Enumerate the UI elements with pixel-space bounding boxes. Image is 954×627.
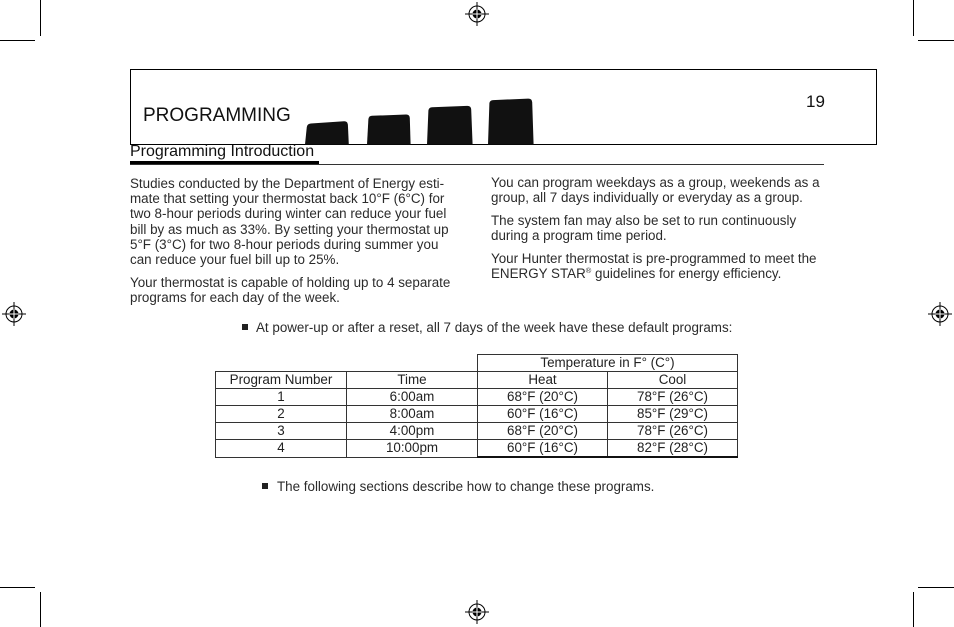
crop-mark-top-right-horizontal <box>918 40 954 41</box>
cell-cool: 82°F (28°C) <box>608 440 738 458</box>
cell-heat: 68°F (20°C) <box>478 423 608 440</box>
text-line: can reduce your fuel bill up to 25%. <box>130 252 340 268</box>
cell-program-number: 2 <box>216 406 347 423</box>
text-line: You can program weekdays as a group, weekends as a <box>491 175 820 190</box>
square-bullet-icon <box>242 324 248 330</box>
cell-program-number: 3 <box>216 423 347 440</box>
cell-cool: 78°F (26°C) <box>608 423 738 440</box>
crop-mark-top-left-vertical <box>40 0 41 36</box>
bullet-text: The following sections describe how to change these programs. <box>277 479 655 494</box>
energy-star-line <box>491 266 820 281</box>
text-line: Your thermostat is capable of holding up to 4 separate <box>130 274 451 290</box>
crop-mark-bottom-left-horizontal <box>0 587 35 588</box>
cell-time: 10:00pm <box>347 440 478 458</box>
paragraph <box>130 176 450 267</box>
default-programs-table <box>215 354 738 458</box>
square-bullet-icon <box>262 483 268 489</box>
paragraph <box>491 175 820 205</box>
section-tab-2 <box>367 114 411 144</box>
cell-heat: 60°F (16°C) <box>478 406 608 423</box>
section-tab-1 <box>305 121 349 144</box>
cell-time: 6:00am <box>347 389 478 406</box>
text-line: two 8-hour periods during winter can reduce your fuel <box>130 206 447 222</box>
cell-heat: 60°F (16°C) <box>478 440 608 458</box>
paragraph <box>491 213 820 243</box>
text-line: during a program time period. <box>491 228 667 244</box>
cell-program-number: 1 <box>216 389 347 406</box>
crop-mark-bottom-right-vertical <box>913 592 914 627</box>
cell-heat: 68°F (20°C) <box>478 389 608 406</box>
column-header-cool: Cool <box>608 372 738 389</box>
table-group-header-row <box>216 355 738 372</box>
left-column <box>130 176 450 313</box>
text-line: programs for each day of the week. <box>130 290 340 306</box>
registration-mark-icon <box>2 302 26 326</box>
registration-mark-icon <box>465 2 489 26</box>
column-header-time: Time <box>347 372 478 389</box>
temperature-group-header: Temperature in F° (C°) <box>478 355 738 372</box>
right-column <box>491 175 820 289</box>
section-tabs <box>300 95 540 145</box>
text-line: bill by as much as 33%. By setting your thermostat up <box>130 221 449 237</box>
cell-cool: 85°F (29°C) <box>608 406 738 423</box>
table-empty-cell <box>216 355 478 372</box>
bullet-text: At power-up or after a reset, all 7 days of the week have these default programs: <box>256 320 733 335</box>
paragraph <box>491 251 820 281</box>
text-line: The system fan may also be set to run continuously <box>491 213 797 228</box>
cell-cool: 78°F (26°C) <box>608 389 738 406</box>
table-row <box>216 389 738 406</box>
cell-program-number: 4 <box>216 440 347 458</box>
section-tab-4 <box>488 99 534 145</box>
chapter-title: PROGRAMMING <box>143 105 291 126</box>
table-row <box>216 440 738 458</box>
section-heading: Programming Introduction <box>130 142 315 160</box>
table-row <box>216 406 738 423</box>
cell-time: 8:00am <box>347 406 478 423</box>
table-row <box>216 423 738 440</box>
crop-mark-bottom-left-vertical <box>40 592 41 627</box>
section-divider-rule <box>130 164 824 165</box>
text-line: group, all 7 days individually or everyday as a group. <box>491 190 803 206</box>
table-header-row <box>216 372 738 389</box>
text-line: mate that setting your thermostat back 10°F (6°C) for <box>130 191 445 207</box>
column-header-program-number: Program Number <box>216 372 347 389</box>
column-header-heat: Heat <box>478 372 608 389</box>
energy-star-text: ENERGY STAR <box>491 266 586 282</box>
registration-mark-icon <box>928 302 952 326</box>
registration-mark-icon <box>465 600 489 624</box>
crop-mark-top-right-vertical <box>913 0 914 36</box>
crop-mark-top-left-horizontal <box>0 40 35 41</box>
text-line: Your Hunter thermostat is pre-programmed to meet the <box>491 251 817 266</box>
section-tab-3 <box>427 106 473 145</box>
cell-time: 4:00pm <box>347 423 478 440</box>
energy-star-guidelines-text: guidelines for energy efficiency. <box>591 266 782 282</box>
registered-trademark-symbol: ® <box>585 266 592 276</box>
paragraph <box>130 275 450 305</box>
text-line: 5°F (3°C) for two 8-hour periods during summer you <box>130 236 439 252</box>
crop-mark-bottom-right-horizontal <box>918 587 954 588</box>
text-line: Studies conducted by the Department of Energy esti- <box>130 176 445 191</box>
page-number: 19 <box>806 91 825 111</box>
